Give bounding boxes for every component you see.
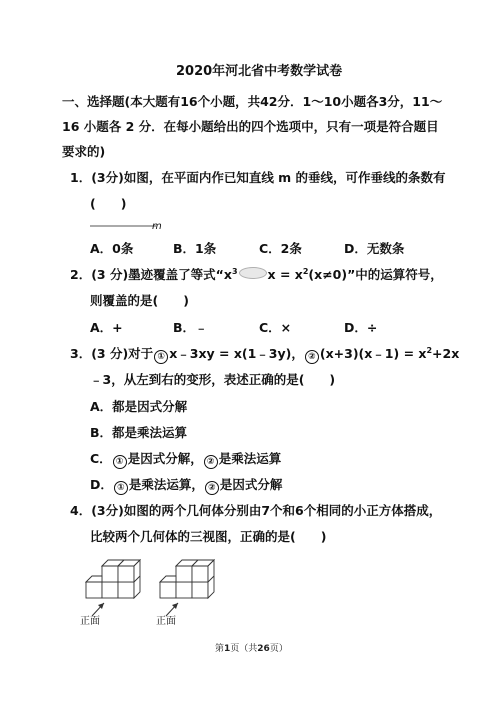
question-4-line2: 比较两个几何体的三视图，正确的是( ) xyxy=(90,529,327,544)
question-2-prefix: 2．(3 分)墨迹覆盖了等式“x xyxy=(70,267,232,282)
page-footer xyxy=(215,641,288,654)
question-2-exponent-2: 2 xyxy=(302,266,309,276)
question-4-text: 4．(3分)如图的两个几何体分别由7个和6个相同的小正方体搭成， xyxy=(70,503,442,518)
circled-one-icon: ① xyxy=(114,481,128,495)
ink-blot-icon xyxy=(239,267,267,279)
question-2-option-c[interactable]: C．× xyxy=(259,320,292,335)
circled-two-icon: ② xyxy=(205,481,219,495)
question-1-option-d[interactable]: D．无数条 xyxy=(344,241,405,256)
question-3-option-c[interactable] xyxy=(90,451,281,469)
question-3-option-b[interactable]: B．都是乘法运算 xyxy=(90,425,188,440)
question-3-expr2: (x+3)(x﹣1) = x xyxy=(319,346,427,361)
option-c-mid: 是因式分解， xyxy=(127,451,203,466)
question-2-option-a[interactable]: A．+ xyxy=(90,320,123,335)
question-3-expr2b: +2x xyxy=(432,346,460,361)
footer-mid: 页（共 xyxy=(230,644,258,654)
section-header-line2: 16 小题各 2 分．在每小题给出的四个选项中，只有一项是符合题目 xyxy=(62,119,439,134)
question-3-exponent: 2 xyxy=(426,345,433,355)
section-header-line1: 一、选择题(本大题有16个小题，共42分．1～10小题各3分，11～ xyxy=(62,94,443,109)
footer-post: 页） xyxy=(269,644,288,654)
question-3-text xyxy=(70,346,459,364)
line-m-label: m xyxy=(152,221,162,232)
question-2-option-d[interactable]: D．÷ xyxy=(344,320,378,335)
circled-two-icon: ② xyxy=(305,350,319,364)
question-1-text: 1．(3分)如图，在平面内作已知直线 m 的垂线，可作垂线的条数有 xyxy=(70,170,446,185)
front-label-1: 正面 xyxy=(80,616,100,627)
front-label-2: 正面 xyxy=(156,616,176,627)
question-2-text xyxy=(70,267,443,283)
question-3-prefix: 3．(3 分)对于 xyxy=(70,346,154,361)
circled-one-icon: ① xyxy=(113,455,127,469)
option-d-mid: 是乘法运算， xyxy=(128,477,204,492)
question-2-option-b[interactable]: B．﹣ xyxy=(173,320,208,335)
question-1-option-c[interactable]: C．2条 xyxy=(259,241,302,256)
circled-two-icon: ② xyxy=(204,455,218,469)
page-title: 2020年河北省中考数学试卷 xyxy=(176,64,343,79)
circled-one-icon: ① xyxy=(154,350,168,364)
footer-page-number: 1 xyxy=(224,644,231,654)
question-1-option-b[interactable]: B．1条 xyxy=(173,241,217,256)
footer-total-pages: 26 xyxy=(257,644,270,654)
question-2-exponent-3: 3 xyxy=(231,266,238,276)
question-2-line2: 则覆盖的是( ) xyxy=(90,293,189,308)
section-header-line3: 要求的) xyxy=(62,144,106,159)
question-1-blank: ( ) xyxy=(90,196,127,211)
option-c-post: 是乘法运算 xyxy=(218,451,282,466)
question-3-option-d[interactable] xyxy=(90,477,282,495)
option-d-post: 是因式分解 xyxy=(219,477,283,492)
option-c-letter: C． xyxy=(90,451,112,466)
question-2-suffix: (x≠0)”中的运算符号， xyxy=(308,267,443,282)
question-1-option-a[interactable]: A．0条 xyxy=(90,241,134,256)
question-3-option-a[interactable]: A．都是因式分解 xyxy=(90,399,188,414)
question-3-line2: ﹣3，从左到右的变形，表述正确的是( ) xyxy=(90,372,336,387)
footer-pre: 第 xyxy=(215,644,225,654)
option-d-letter: D． xyxy=(90,477,113,492)
question-3-expr1: x﹣3xy = x(1﹣3y)， xyxy=(169,346,304,361)
question-2-mid: x = x xyxy=(267,267,303,282)
